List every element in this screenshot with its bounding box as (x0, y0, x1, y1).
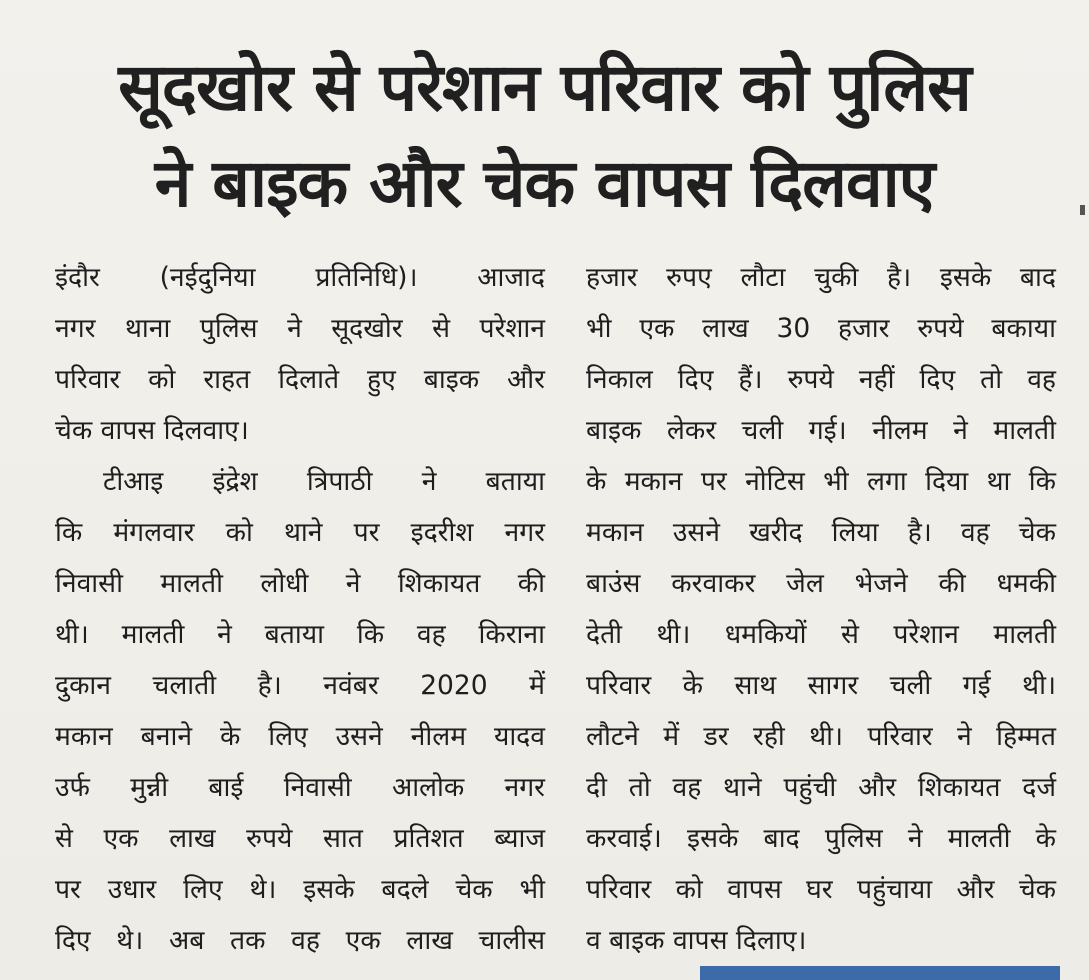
text-line: निवासी मालती लोधी ने शिकायत की (55, 568, 545, 599)
headline-line-1: सूदखोर से परेशान परिवार को पुलिस (118, 49, 971, 126)
text-line: व बाइक वापस दिलाए। (586, 925, 807, 956)
text-line: उर्फ मुन्नी बाई निवासी आलोक नगर (55, 772, 545, 803)
text-line: से एक लाख रुपये सात प्रतिशत ब्याज (55, 823, 545, 854)
text-line: भी एक लाख 30 हजार रुपये बकाया (586, 313, 1056, 344)
text-line: लौटने में डर रही थी। परिवार ने हिम्मत (586, 721, 1056, 752)
text-line: करवाई। इसके बाद पुलिस ने मालती के (586, 823, 1056, 854)
text-line: परिवार को वापस घर पहुंचाया और चेक (586, 874, 1056, 905)
text-line: थी। मालती ने बताया कि वह किराना (55, 619, 545, 650)
text-line: परिवार के साथ सागर चली गई थी। (586, 670, 1056, 701)
text-line: कि मंगलवार को थाने पर इदरीश नगर (55, 517, 545, 548)
text-line: टीआइ इंद्रेश त्रिपाठी ने बताया (103, 466, 545, 497)
text-line: दिए थे। अब तक वह एक लाख चालीस (55, 925, 545, 956)
text-line: बाउंस करवाकर जेल भेजने की धमकी (586, 568, 1056, 599)
text-line: हजार रुपए लौटा चुकी है। इसके बाद (586, 262, 1056, 293)
text-line: चेक वापस दिलवाए। (55, 415, 249, 446)
headline-line-2: ने बाइक और चेक वापस दिलवाए (154, 145, 935, 222)
text-line: मकान उसने खरीद लिया है। वह चेक (586, 517, 1056, 548)
edge-mark (1080, 205, 1085, 215)
text-line: निकाल दिए हैं। रुपये नहीं दिए तो वह (586, 364, 1056, 395)
text-line: नगर थाना पुलिस ने सूदखोर से परेशान (55, 313, 545, 344)
text-line: परिवार को राहत दिलाते हुए बाइक और (55, 364, 545, 395)
headline (20, 40, 1069, 232)
bottom-edge-strip (700, 966, 1060, 980)
text-line: के मकान पर नोटिस भी लगा दिया था कि (586, 466, 1056, 497)
text-line: मकान बनाने के लिए उसने नीलम यादव (55, 721, 545, 752)
text-line: देती थी। धमकियों से परेशान मालती (586, 619, 1056, 650)
text-line: दी तो वह थाने पहुंची और शिकायत दर्ज (586, 772, 1056, 803)
text-line: बाइक लेकर चली गई। नीलम ने मालती (586, 415, 1056, 446)
text-line: दुकान चलाती है। नवंबर 2020 में (55, 670, 545, 701)
article-column-right (586, 252, 1056, 966)
article-column-left (55, 252, 545, 966)
text-line: इंदौर (नईदुनिया प्रतिनिधि)। आजाद (55, 262, 545, 293)
text-line: पर उधार लिए थे। इसके बदले चेक भी (55, 874, 545, 905)
